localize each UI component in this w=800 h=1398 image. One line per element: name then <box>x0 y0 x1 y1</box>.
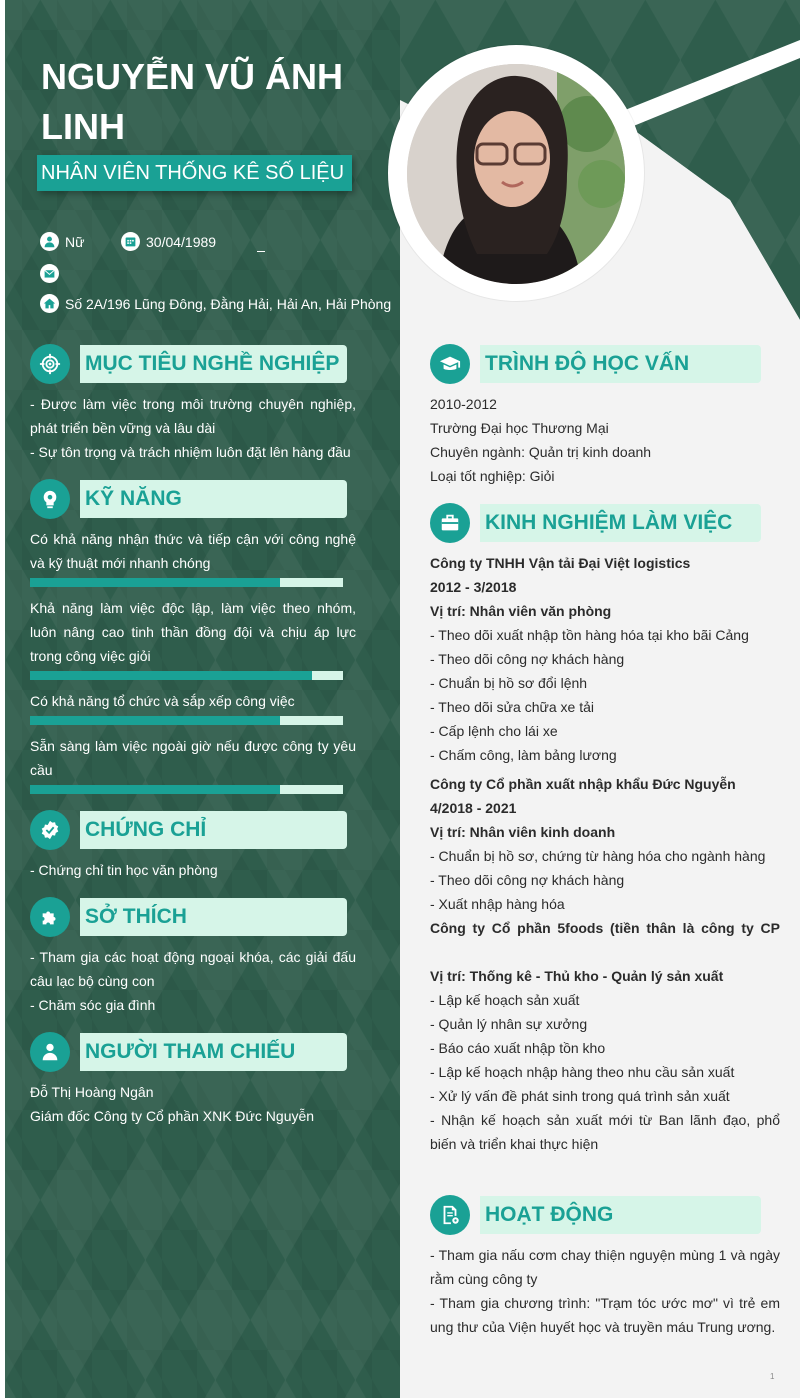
education-title: TRÌNH ĐỘ HỌC VẤN <box>480 345 761 383</box>
references-header <box>30 1032 347 1072</box>
job-3-company-block <box>430 916 780 960</box>
job-task: - Chấm công, làm bảng lương <box>430 747 617 763</box>
job-position: Vị trí: Nhân viên kinh doanh <box>430 824 616 840</box>
hobbies-text <box>30 945 356 1017</box>
education-school: Trường Đại học Thương Mại <box>430 420 609 436</box>
skill-level-bar <box>30 716 343 725</box>
skill-text: Có khả năng tổ chức và sắp xếp công việc <box>30 693 295 709</box>
objective-text <box>30 392 356 464</box>
job-title: NHÂN VIÊN THỐNG KÊ SỐ LIỆU <box>37 155 352 191</box>
job-position: Vị trí: Thống kê - Thủ kho - Quản lý sản xuất <box>430 968 724 984</box>
birthdate-row <box>121 232 216 251</box>
education-grade: Loại tốt nghiệp: Giỏi <box>430 468 555 484</box>
skill-text: Khả năng làm việc độc lập, làm việc theo nhóm, luôn nâng cao tinh thần đồng đội và chịu áp lực trong công việc giỏi <box>30 600 356 664</box>
activities-text <box>430 1243 780 1339</box>
page-number: 1 <box>770 1372 775 1381</box>
document-gear-icon <box>430 1195 470 1235</box>
objective-header <box>30 344 347 384</box>
briefcase-icon <box>430 503 470 543</box>
skills-title: KỸ NĂNG <box>80 480 347 518</box>
hobby-line: - Chăm sóc gia đình <box>30 997 156 1013</box>
skill-text: Có khả năng nhận thức và tiếp cận với công nghệ và kỹ thuật mới nhanh chóng <box>30 531 356 571</box>
activity-line: - Tham gia nấu cơm chay thiện nguyện mùng 1 và ngày rằm cùng công ty <box>430 1247 780 1287</box>
hobbies-header <box>30 897 347 937</box>
email-row <box>40 264 65 283</box>
skill-level-fill <box>30 578 280 587</box>
education-period: 2010-2012 <box>430 396 497 412</box>
puzzle-icon <box>30 897 70 937</box>
objective-title: MỤC TIÊU NGHỀ NGHIỆP <box>80 345 347 383</box>
job-task: - Theo dõi công nợ khách hàng <box>430 651 625 667</box>
job-company: Công ty TNHH Vận tải Đại Việt logistics <box>430 555 691 571</box>
job-task: - Theo dõi xuất nhập tồn hàng hóa tại kho bãi Cảng <box>430 627 749 643</box>
references-text <box>30 1080 356 1128</box>
gender-value: Nữ <box>65 233 85 250</box>
skill-text: Sẵn sàng làm việc ngoài giờ nếu được công ty yêu cầu <box>30 738 356 778</box>
certificate-line: - Chứng chỉ tin học văn phòng <box>30 862 218 878</box>
job-2 <box>430 772 780 916</box>
person-icon <box>30 1032 70 1072</box>
job-task: - Quản lý nhân sự xưởng <box>430 1016 588 1032</box>
certificates-header <box>30 810 347 850</box>
job-period: 2012 - 3/2018 <box>430 579 517 595</box>
activity-line: - Tham gia chương trình: "Trạm tóc ước mơ" vì trẻ em ung thư của Viện huyết học và truyền máu Trung ương. <box>430 1295 780 1335</box>
objective-line: - Được làm việc trong môi trường chuyên nghiệp, phát triển bền vững và lâu dài <box>30 396 356 436</box>
job-position: Vị trí: Nhân viên văn phòng <box>430 603 612 619</box>
job-task: - Lập kế hoạch nhập hàng theo nhu cầu sản xuất <box>430 1064 735 1080</box>
job-task: - Chuẩn bị hồ sơ, chứng từ hàng hóa cho ngành hàng <box>430 848 766 864</box>
skill-level-fill <box>30 785 280 794</box>
job-1 <box>430 551 780 767</box>
skill-level-bar <box>30 671 343 680</box>
profile-photo <box>407 64 625 284</box>
job-task: - Theo dõi sửa chữa xe tải <box>430 699 595 715</box>
objective-line: - Sự tôn trọng và trách nhiệm luôn đặt lên hàng đầu <box>30 444 351 460</box>
skills-icon <box>30 479 70 519</box>
job-task: - Nhận kế hoạch sản xuất mới từ Ban lãnh đạo, phổ biến và triển khai thực hiện <box>430 1112 780 1152</box>
calendar-icon <box>121 232 140 251</box>
skill-level-bar <box>30 785 343 794</box>
graduation-cap-icon <box>430 344 470 384</box>
job-task: - Xuất nhập hàng hóa <box>430 896 565 912</box>
address-row <box>40 294 391 313</box>
experience-title: KINH NGHIỆM LÀM VIỆC <box>480 504 761 542</box>
job-period: 4/2018 - 2021 <box>430 800 517 816</box>
candidate-name: NGUYỄN VŨ ÁNH LINH <box>41 56 344 147</box>
cv-page <box>5 0 800 1398</box>
reference-name: Đỗ Thị Hoàng Ngân <box>30 1084 154 1100</box>
gender-row <box>40 232 84 251</box>
birthdate-value: 30/04/1989 <box>146 233 217 250</box>
job-task: - Báo cáo xuất nhập tồn kho <box>430 1040 606 1056</box>
hobby-line: - Tham gia các hoạt động ngoại khóa, các giải đấu câu lạc bộ cùng con <box>30 949 356 989</box>
reference-position: Giám đốc Công ty Cổ phần XNK Đức Nguyễn <box>30 1108 315 1124</box>
job-company: Công ty Cổ phần xuất nhập khẩu Đức Nguyễn <box>430 776 736 792</box>
address-value: Số 2A/196 Lũng Đông, Đằng Hải, Hải An, Hải Phòng <box>65 295 392 312</box>
badge-check-icon <box>30 810 70 850</box>
skills-header <box>30 479 347 519</box>
phone-row <box>257 232 265 252</box>
job-task: - Cấp lệnh cho lái xe <box>430 723 558 739</box>
skill-level-bar <box>30 578 343 587</box>
skill-level-fill <box>30 716 280 725</box>
education-text <box>430 392 780 488</box>
job-3 <box>430 964 780 1156</box>
skill-level-fill <box>30 671 312 680</box>
education-major: Chuyên ngành: Quản trị kinh doanh <box>430 444 652 460</box>
references-title: NGƯỜI THAM CHIẾU <box>80 1033 347 1071</box>
target-icon <box>30 344 70 384</box>
hobbies-title: SỞ THÍCH <box>80 898 347 936</box>
activities-title: HOẠT ĐỘNG <box>480 1196 761 1234</box>
phone-placeholder <box>257 232 265 252</box>
job-task: - Lập kế hoạch sản xuất <box>430 992 580 1008</box>
certificates-title: CHỨNG CHỈ <box>80 811 347 849</box>
job-task: - Theo dõi công nợ khách hàng <box>430 872 625 888</box>
experience-header <box>430 503 761 543</box>
home-icon <box>40 294 59 313</box>
job-task: - Chuẩn bị hồ sơ đổi lệnh <box>430 675 588 691</box>
user-icon <box>40 232 59 251</box>
email-icon <box>40 264 59 283</box>
activities-header <box>430 1195 761 1235</box>
job-company: Công ty Cổ phần 5foods (tiền thân là công ty CP <box>430 920 780 936</box>
job-task: - Xử lý vấn đề phát sinh trong quá trình sản xuất <box>430 1088 730 1104</box>
education-header <box>430 344 761 384</box>
